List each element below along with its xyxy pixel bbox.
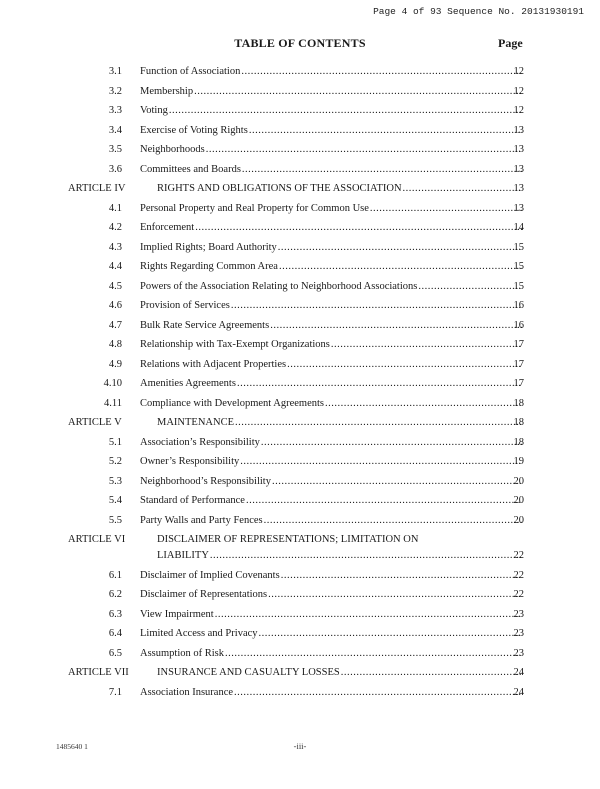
toc-entry-title: MAINTENANCE xyxy=(157,417,234,428)
toc-entry-page: 20 xyxy=(513,495,524,506)
toc-entry-number: 6.3 xyxy=(108,608,122,620)
toc-entry-number: 5.5 xyxy=(108,514,122,526)
toc-entry-page: 16 xyxy=(513,319,524,331)
toc-section-row xyxy=(0,357,600,373)
toc-entry-title: Rights Regarding Common Area xyxy=(140,261,278,272)
toc-entry-title-wrap xyxy=(140,240,522,256)
document-id: 1485640 1 xyxy=(56,742,88,751)
toc-entry-title-wrap xyxy=(140,201,522,217)
toc-entry-number: ARTICLE VII xyxy=(68,667,129,678)
toc-entry-number: 6.2 xyxy=(108,589,122,600)
toc-entry-number: 3.3 xyxy=(108,105,122,116)
toc-entry-number: 4.4 xyxy=(108,261,122,272)
toc-heading: TABLE OF CONTENTS xyxy=(234,36,366,50)
toc-entry-title-wrap xyxy=(140,435,522,451)
toc-entry-page: 19 xyxy=(513,456,524,467)
dot-leader xyxy=(331,337,522,353)
toc-entry-page: 14 xyxy=(513,222,524,233)
dot-leader xyxy=(195,220,522,236)
toc-entry-title-wrap xyxy=(140,607,522,623)
toc-entry-title-wrap xyxy=(140,103,522,119)
toc-entry-number: 4.3 xyxy=(108,241,122,253)
toc-entry-title: Relations with Adjacent Properties xyxy=(140,358,287,370)
dot-leader xyxy=(261,435,522,451)
toc-section-row xyxy=(0,568,600,584)
toc-entry-title: Bulk Rate Service Agreements xyxy=(140,319,270,331)
toc-entry-number: 4.7 xyxy=(108,319,122,331)
toc-section-row xyxy=(0,607,600,623)
toc-entry-page: 18 xyxy=(513,397,524,409)
toc-entry-title: INSURANCE AND CASUALTY LOSSES xyxy=(157,667,340,678)
toc-entry-page: 20 xyxy=(513,475,524,487)
toc-entry-page: 23 xyxy=(513,628,524,639)
toc-entry-title: Powers of the Association Relating to Neighborhood Associations xyxy=(140,280,418,292)
toc-entry-title-wrap xyxy=(140,454,522,470)
toc-entry-number: ARTICLE V xyxy=(68,417,122,428)
toc-section-row xyxy=(0,454,600,470)
toc-entry-title: RIGHTS AND OBLIGATIONS OF THE ASSOCIATION xyxy=(157,183,402,194)
toc-entry-page: 13 xyxy=(513,144,524,155)
toc-section-row xyxy=(0,64,600,80)
toc-entry-title: View Impairment xyxy=(140,608,214,620)
toc-entry-page: 12 xyxy=(513,85,524,97)
page-sequence-stamp: Page 4 of 93 Sequence No. 20131930191 xyxy=(373,6,584,17)
toc-entry-title: Limited Access and Privacy xyxy=(140,628,258,639)
toc-entry-page: 15 xyxy=(513,241,524,253)
toc-section-row xyxy=(0,626,600,642)
toc-entry-number: 4.2 xyxy=(108,222,122,233)
toc-entry-number: 6.5 xyxy=(108,647,122,659)
page-number: -iii- xyxy=(293,741,307,751)
toc-entry-title: Association Insurance xyxy=(140,686,234,698)
toc-entry-title-wrap xyxy=(140,646,522,662)
toc-entry-number: 3.2 xyxy=(108,85,122,97)
toc-section-row xyxy=(0,123,600,139)
toc-entry-title-wrap xyxy=(140,123,522,139)
toc-section-row xyxy=(0,435,600,451)
toc-entry-title-wrap xyxy=(140,220,522,236)
toc-section-row xyxy=(0,298,600,314)
toc-entry-page: 17 xyxy=(513,378,524,389)
toc-entry-title: Amenities Agreements xyxy=(140,378,236,389)
toc-entry-title: Voting xyxy=(140,105,168,116)
toc-entry-page: 13 xyxy=(513,124,524,136)
toc-entry-title-wrap xyxy=(140,396,522,412)
toc-entry-title-wrap xyxy=(157,532,522,564)
toc-section-row xyxy=(0,337,600,353)
toc-entry-page: 23 xyxy=(513,608,524,620)
dot-leader xyxy=(281,568,522,584)
toc-section-row xyxy=(0,84,600,100)
toc-entry-number: 6.1 xyxy=(108,569,122,581)
toc-entry-number: 3.1 xyxy=(108,66,122,77)
toc-entry-number: 4.11 xyxy=(104,397,122,409)
dot-leader xyxy=(403,181,522,197)
toc-entry-page: 18 xyxy=(513,417,524,428)
toc-entry-title: Assumption of Risk xyxy=(140,647,225,659)
toc-entry-number: 3.5 xyxy=(108,144,122,155)
toc-entry-title: Personal Property and Real Property for Common Use xyxy=(140,202,369,214)
toc-entry-page: 20 xyxy=(513,514,524,526)
toc-entry-number: 3.6 xyxy=(108,163,122,175)
dot-leader xyxy=(264,513,522,529)
dot-leader xyxy=(325,396,522,412)
toc-entry-title: Compliance with Development Agreements xyxy=(140,397,324,409)
toc-entry-title-wrap xyxy=(157,415,522,431)
toc-entry-title: DISCLAIMER OF REPRESENTATIONS; LIMITATION ON xyxy=(157,534,419,545)
dot-leader xyxy=(206,142,522,158)
toc-entry-title-wrap xyxy=(140,84,522,100)
toc-entry-page: 13 xyxy=(513,183,524,194)
dot-leader xyxy=(240,454,522,470)
toc-article-row xyxy=(0,181,600,197)
toc-section-row xyxy=(0,646,600,662)
toc-entry-page: 18 xyxy=(513,436,524,448)
toc-entry-title-wrap xyxy=(140,626,522,642)
toc-entry-title-wrap xyxy=(140,513,522,529)
toc-entry-number: 4.5 xyxy=(108,280,122,292)
toc-section-row xyxy=(0,513,600,529)
toc-entry-title-wrap xyxy=(140,318,522,334)
toc-section-row xyxy=(0,587,600,603)
dot-leader xyxy=(270,318,522,334)
toc-entry-title: Disclaimer of Representations xyxy=(140,589,268,600)
toc-section-row xyxy=(0,259,600,275)
toc-entry-title: Neighborhood’s Responsibility xyxy=(140,475,271,487)
toc-section-row xyxy=(0,279,600,295)
toc-entry-title-wrap xyxy=(140,474,522,490)
dot-leader xyxy=(225,646,522,662)
dot-leader xyxy=(259,626,522,642)
dot-leader xyxy=(194,84,522,100)
toc-entry-title: Association’s Responsibility xyxy=(140,436,260,448)
dot-leader xyxy=(341,665,522,681)
toc-section-row xyxy=(0,474,600,490)
toc-entry-number: 6.4 xyxy=(108,628,122,639)
toc-entry-number: 4.8 xyxy=(108,339,122,350)
dot-leader xyxy=(237,376,522,392)
toc-entry-title-wrap xyxy=(140,568,522,584)
toc-entry-title: Party Walls and Party Fences xyxy=(140,514,263,526)
toc-entry-title: Membership xyxy=(140,85,194,97)
toc-entry-page: 17 xyxy=(513,358,524,370)
toc-section-row xyxy=(0,318,600,334)
toc-article-row xyxy=(0,665,600,681)
toc-entry-number: 4.9 xyxy=(108,358,122,370)
toc-entry-number: 5.3 xyxy=(108,475,122,487)
toc-section-row xyxy=(0,220,600,236)
dot-leader xyxy=(241,64,522,80)
toc-section-row xyxy=(0,376,600,392)
toc-entry-title: Neighborhoods xyxy=(140,144,205,155)
toc-entry-page: 12 xyxy=(513,105,524,116)
toc-section-row xyxy=(0,103,600,119)
toc-entry-title: Implied Rights; Board Authority xyxy=(140,241,277,253)
toc-entry-title: Provision of Services xyxy=(140,300,230,311)
toc-entry-title-wrap xyxy=(140,337,522,353)
toc-section-row xyxy=(0,162,600,178)
toc-section-row xyxy=(0,396,600,412)
dot-leader xyxy=(235,415,522,431)
dot-leader xyxy=(278,240,522,256)
toc-entry-number: 4.1 xyxy=(108,202,122,214)
toc-entry-number: 5.2 xyxy=(108,456,122,467)
toc-entry-page: 22 xyxy=(513,569,524,581)
toc-entry-number: 3.4 xyxy=(108,124,122,136)
toc-entry-title: Enforcement xyxy=(140,222,195,233)
toc-entry-title-wrap xyxy=(140,685,522,701)
toc-entry-page: 22 xyxy=(513,550,524,561)
toc-entry-title: Function of Association xyxy=(140,66,241,77)
dot-leader xyxy=(231,298,522,314)
dot-leader xyxy=(279,259,522,275)
toc-entry-title-continued: LIABILITY xyxy=(157,550,209,561)
dot-leader xyxy=(272,474,522,490)
toc-entry-title-wrap xyxy=(140,64,522,80)
toc-entry-page: 22 xyxy=(513,589,524,600)
toc-entry-number: 4.6 xyxy=(108,300,122,311)
toc-entry-title: Relationship with Tax-Exempt Organizations xyxy=(140,339,330,350)
toc-section-row xyxy=(0,201,600,217)
dot-leader xyxy=(418,279,522,295)
dot-leader xyxy=(234,685,522,701)
toc-entry-title: Committees and Boards xyxy=(140,163,241,175)
dot-leader xyxy=(370,201,522,217)
toc-entry-title-wrap xyxy=(140,279,522,295)
dot-leader xyxy=(268,587,522,603)
toc-entry-page: 24 xyxy=(513,667,524,678)
toc-entry-page: 15 xyxy=(513,280,524,292)
dot-leader xyxy=(246,493,522,509)
toc-section-row xyxy=(0,240,600,256)
page-column-label: Page xyxy=(498,36,523,50)
toc-entry-page: 23 xyxy=(513,647,524,659)
toc-entry-page: 16 xyxy=(513,300,524,311)
toc-entry-title-wrap xyxy=(157,665,522,681)
toc-entry-title-line2 xyxy=(157,548,522,564)
toc-entry-title-wrap xyxy=(157,181,522,197)
toc-entry-title-wrap xyxy=(140,357,522,373)
dot-leader xyxy=(287,357,522,373)
toc-entry-page: 24 xyxy=(513,686,524,698)
toc-entry-page: 15 xyxy=(513,261,524,272)
toc-entry-number: 7.1 xyxy=(108,686,122,698)
dot-leader xyxy=(169,103,522,119)
toc-section-row xyxy=(0,685,600,701)
toc-entry-title-wrap xyxy=(140,376,522,392)
toc-article-row xyxy=(0,415,600,431)
toc-section-row xyxy=(0,493,600,509)
toc-entry-title: Standard of Performance xyxy=(140,495,245,506)
toc-entry-title: Exercise of Voting Rights xyxy=(140,124,248,136)
toc-entry-title: Owner’s Responsibility xyxy=(140,456,240,467)
toc-entry-page: 17 xyxy=(513,339,524,350)
toc-entry-number: 5.1 xyxy=(108,436,122,448)
toc-entry-page: 12 xyxy=(513,66,524,77)
toc-entry-title-wrap xyxy=(140,493,522,509)
toc-entry-page: 13 xyxy=(513,163,524,175)
dot-leader xyxy=(215,607,522,623)
toc-entry-title-wrap xyxy=(140,142,522,158)
toc-entry-number: 5.4 xyxy=(108,495,122,506)
toc-entry-number: ARTICLE VI xyxy=(68,534,126,545)
toc-entry-number: ARTICLE IV xyxy=(68,183,126,194)
toc-entry-title-wrap xyxy=(140,587,522,603)
dot-leader xyxy=(242,162,522,178)
toc-entry-page: 13 xyxy=(513,202,524,214)
toc-entry-title: Disclaimer of Implied Covenants xyxy=(140,569,280,581)
dot-leader xyxy=(210,548,522,564)
toc-entry-number: 4.10 xyxy=(103,378,122,389)
toc-section-row xyxy=(0,142,600,158)
toc-article-row xyxy=(0,532,600,564)
toc-entry-title-wrap xyxy=(140,162,522,178)
dot-leader xyxy=(249,123,522,139)
toc-entry-title-wrap xyxy=(140,298,522,314)
toc-entry-title-wrap xyxy=(140,259,522,275)
